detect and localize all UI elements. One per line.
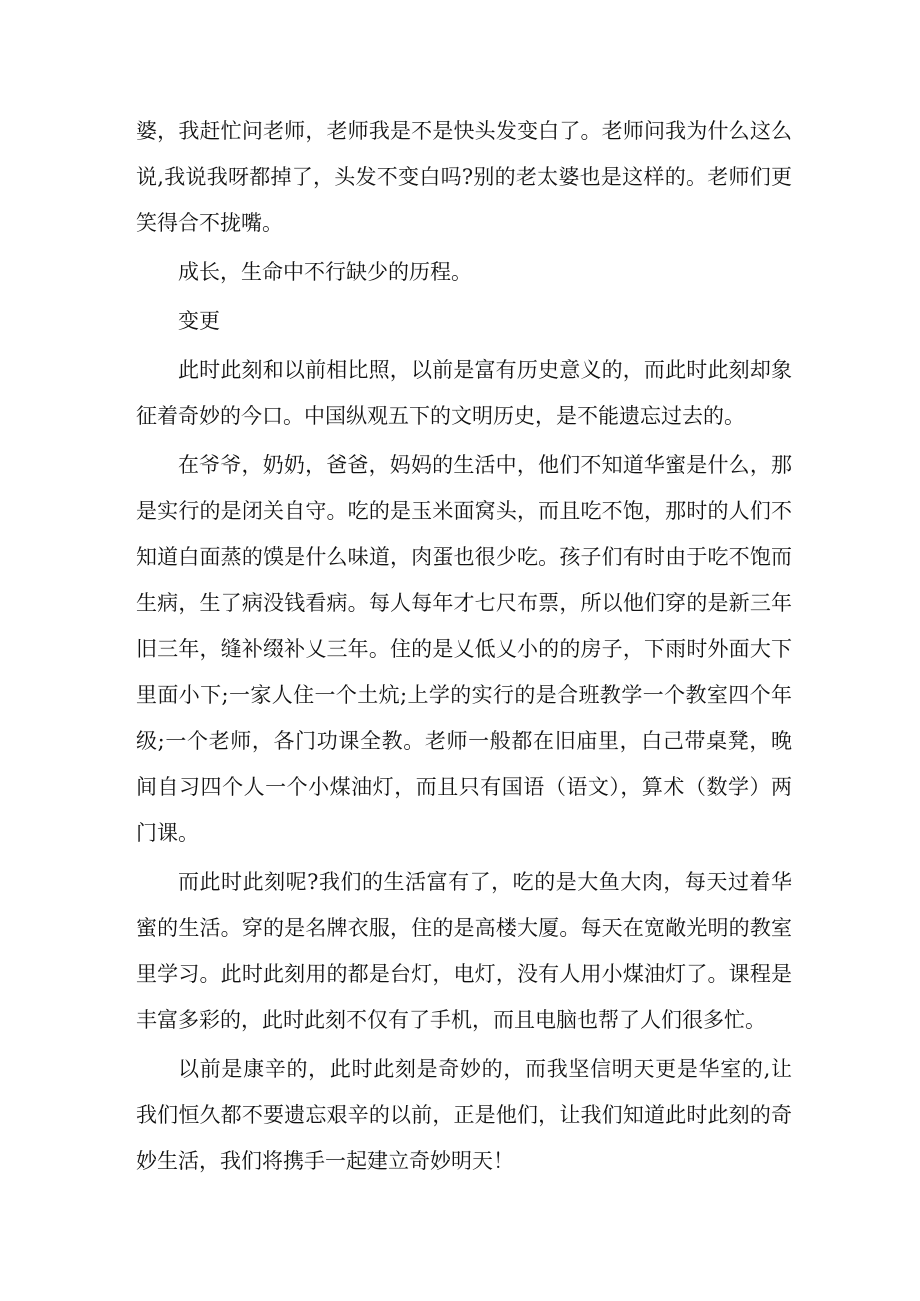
paragraph-4: 在爷爷，奶奶，爸爸，妈妈的生活中，他们不知道华蜜是什么，那是实行的是闭关自守。吃的是玉米面窝头，而且吃不饱，那时的人们不知道白面蒸的馍是什么味道，肉蛋也很少吃。孩子们有时由于吃不饱而生病，生了病没钱看病。每人每年才七尺布票，所以他们穿的是新三年旧三年，缝补缀补乂三年。住的是乂低乂小的的房子，下雨时外面大下里面小下;一家人住一个土炕;上学的实行的是合班教学一个教室四个年级;一个老师，各门功课全教。老师一般都在旧庙里，白己带桌凳，晚间自习四个人一个小煤油灯，而且只有国语（语文），算术（数学）两门课。 [136,453,792,845]
document-page [136,108,792,1187]
paragraph-1: 婆，我赶忙问老师，老师我是不是快头发变白了。老师问我为什么这么说,我说我呀都掉了，头发不变白吗?别的老太婆也是这样的。老师们更笑得合不拢嘴。 [136,119,792,235]
paragraph-5: 而此时此刻呢?我们的生活富有了，吃的是大鱼大肉，每天过着华蜜的生活。穿的是名牌衣服，住的是高楼大厦。每天在宽敞光明的教室里学习。此时此刻用的都是台灯，电灯，没有人用小煤油灯了。课程是丰富多彩的，此时此刻不仅有了手机，而且电脑也帮了人们很多忙。 [136,870,792,1032]
paragraph-6: 以前是康辛的，此时此刻是奇妙的，而我坚信明天更是华室的,让我们恒久都不要遗忘艰辛的以前，正是他们，让我们知道此时此刻的奇妙生活，我们将携手一起建立奇妙明天！ [136,1057,792,1173]
paragraph-2: 成长，生命中不行缺少的历程。 [178,260,472,284]
paragraph-3: 此时此刻和以前相比照，以前是富有历史意义的，而此时此刻却象征着奇妙的今口。中国纵观五下的文明历史，是不能遗忘过去的。 [136,358,792,428]
section-heading: 变更 [178,309,220,333]
